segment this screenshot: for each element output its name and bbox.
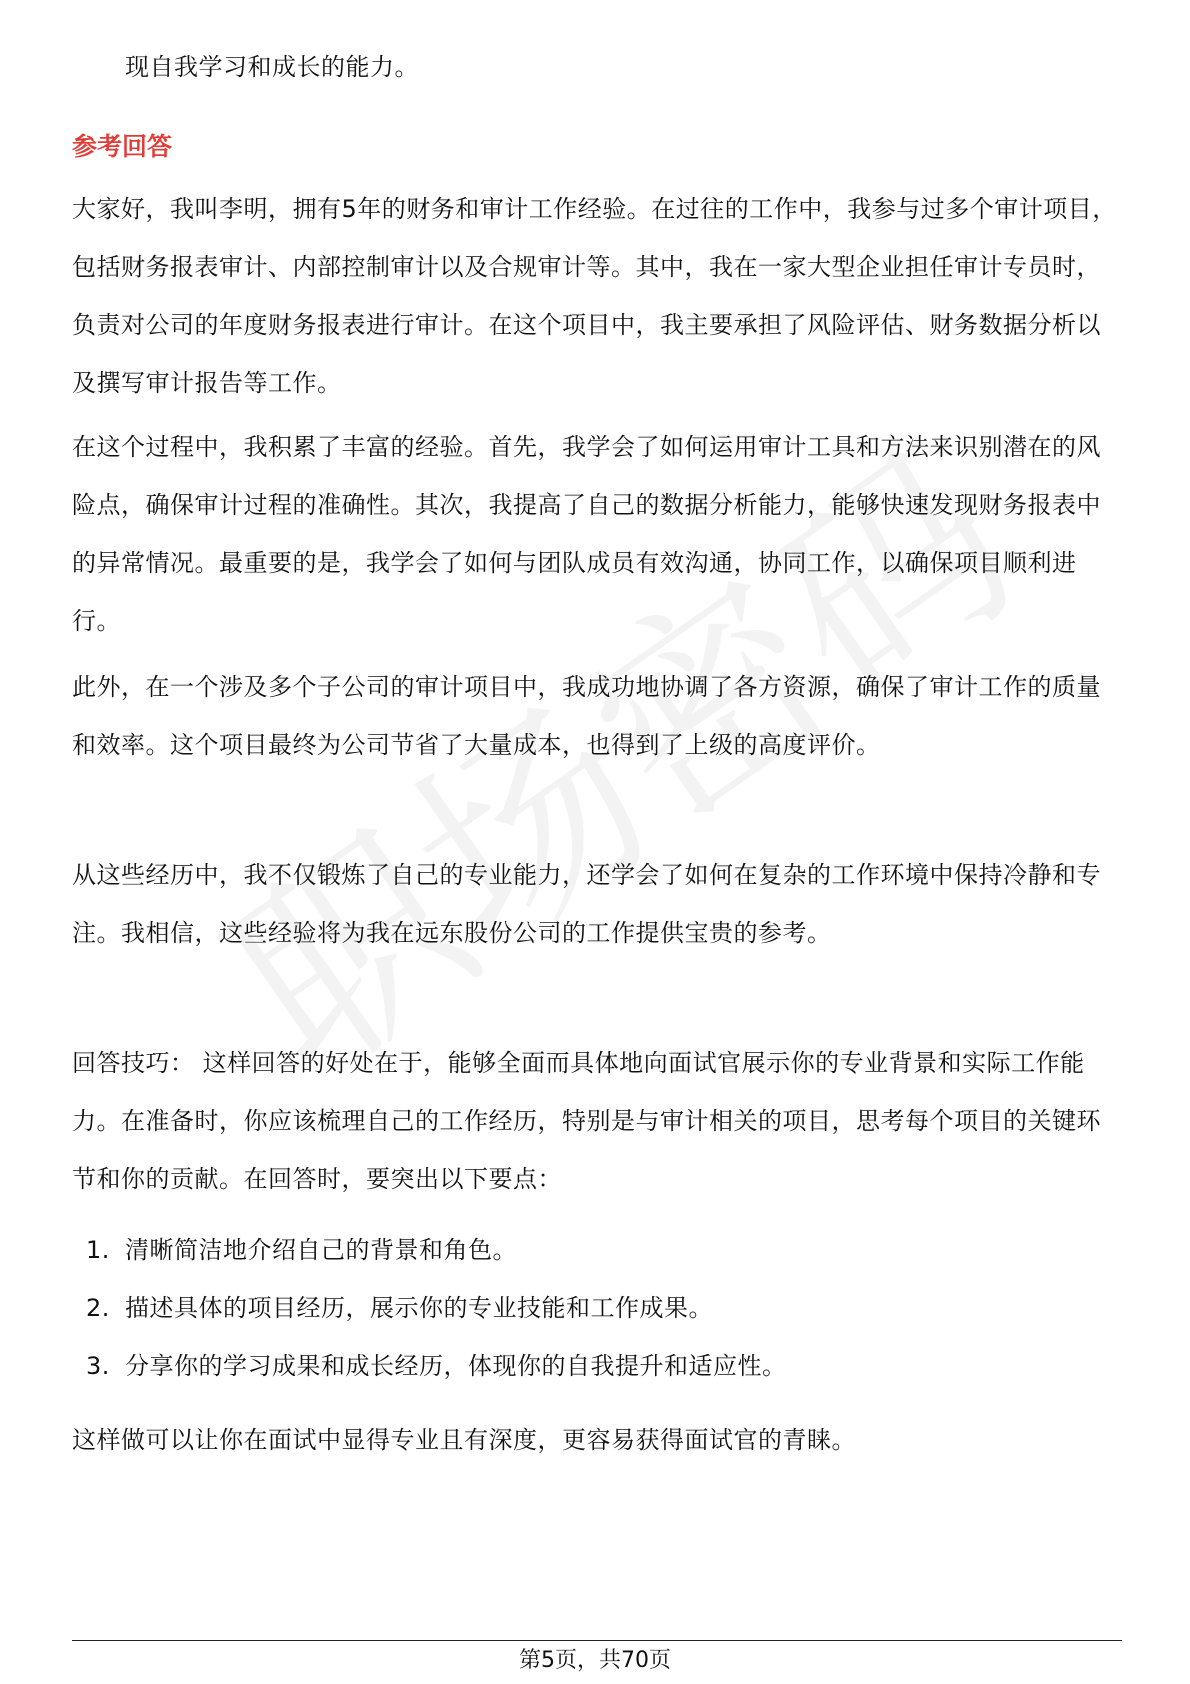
list-item-text: 分享你的学习成果和成长经历，体现你的自我提升和适应性。 bbox=[125, 1352, 787, 1380]
tips-paragraph: 回答技巧： 这样回答的好处在于，能够全面而具体地向面试官展示你的专业背景和实际工作能力。在准备时，你应该梳理自己的工作经历，特别是与审计相关的项目，思考每个项目的关键环节和你的贡献。在回答时，要突出以下要点： bbox=[72, 1049, 1101, 1193]
list-item-number: 2. bbox=[86, 1294, 110, 1322]
answer-paragraph-2: 在这个过程中，我积累了丰富的经验。首先，我学会了如何运用审计工具和方法来识别潜在的风险点，确保审计过程的准确性。其次，我提高了自己的数据分析能力，能够快速发现财务报表中的异常情况。最重要的是，我学会了如何与团队成员有效沟通，协同工作，以确保项目顺利进行。 bbox=[72, 433, 1101, 635]
answer-paragraph-3: 此外，在一个涉及多个子公司的审计项目中，我成功地协调了各方资源，确保了审计工作的质量和效率。这个项目最终为公司节省了大量成本，也得到了上级的高度评价。 bbox=[72, 673, 1101, 759]
tips-closing: 这样做可以让你在面试中显得专业且有深度，更容易获得面试官的青睐。 bbox=[72, 1426, 856, 1454]
list-item bbox=[72, 1337, 1122, 1395]
answer-paragraph-1: 大家好，我叫李明，拥有5年的财务和审计工作经验。在过往的工作中，我参与过多个审计项目，包括财务报表审计、内部控制审计以及合规审计等。其中，我在一家大型企业担任审计专员时，负责对公司的年度财务报表进行审计。在这个项目中，我主要承担了风险评估、财务数据分析以及撰写审计报告等工作。 bbox=[72, 195, 1117, 397]
list-item-text: 清晰简洁地介绍自己的背景和角色。 bbox=[125, 1236, 517, 1264]
tips-list bbox=[72, 1221, 1122, 1395]
list-item bbox=[72, 1221, 1122, 1279]
page-number: 第5页，共70页 bbox=[519, 1648, 671, 1673]
intro-tail-text: 现自我学习和成长的能力。 bbox=[125, 53, 419, 81]
answer-paragraph-4: 从这些经历中，我不仅锻炼了自己的专业能力，还学会了如何在复杂的工作环境中保持冷静和专注。我相信，这些经验将为我在远东股份公司的工作提供宝贵的参考。 bbox=[72, 861, 1101, 947]
list-item-text: 描述具体的项目经历，展示你的专业技能和工作成果。 bbox=[125, 1294, 713, 1322]
list-item bbox=[72, 1279, 1122, 1337]
list-item-number: 1. bbox=[86, 1236, 110, 1264]
list-item-number: 3. bbox=[86, 1352, 110, 1380]
section-heading: 参考回答 bbox=[72, 132, 173, 161]
